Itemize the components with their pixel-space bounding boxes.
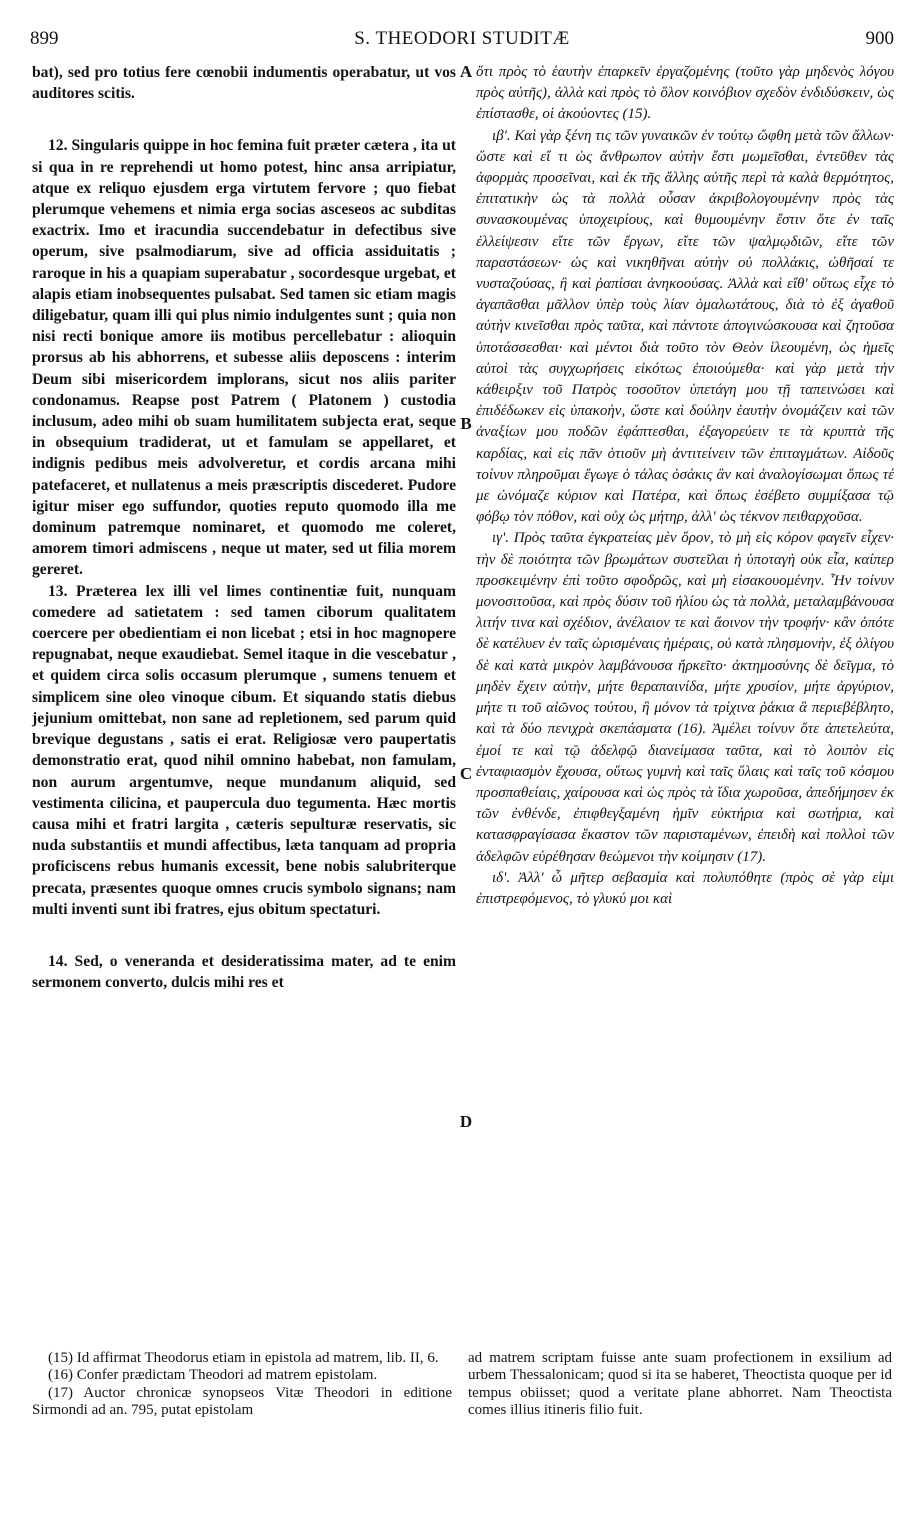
greek-paragraph-continuation: ὅτι πρὸς τὸ ἑαυτὴν ἐπαρκεῖν ἐργαζομένης (τοῦτο γὰρ μηδενὸς λόγου πρὸς αὐτῆς), ἀλλὰ καὶ πρὸς τὸ ὅλον κοινόβιον σχεδὸν ἐνδιδύσκειν, ὡς ἐπίστασθε, οἱ ἀκούοντες (15). [476, 64, 894, 123]
latin-paragraph-12: 12. Singularis quippe in hoc femina fuit præter cætera , ita ut si qua in re reprehendi ut homo potest, hinc ansa arripiatur, atque ex reliquo ejusdem erga virtutem fervore ; quo fiebat plerumque vehemens et nimia erga socias asceseos ac subditas exactrix. Imo et iracundia succendebatur in defectibus sive operum, sive psalmodiarum, sive ad officia assiduitatis ; raroque in his a quapiam superabatur , socordesque urgebat, et alapis etiam inobsequentes pulsabat. Sed tamen sic etiam magis diligebatur, quam illi qui plus nimio indulgentes sunt ; quia non nisi recti bonique amore iis motibus percellebatur : alioquin prorsus ab his abhorrens, et subesse aliis deposcens : interim Deum sibi misericordem implorans, sicut nos aliis pariter condonamus. Reapse post Patrem ( Platonem ) custodia inclusum, adeo mihi ob suam humilitatem subjecta erat, seque in obsequium tradiderat, ut et famulam se appellaret, et indignis pedibus meis advolveretur, et cordis arcana mihi patefaceret, et nullatenus a meis præscriptis discederet. Pudore igitur miser ego suffundor, quoties reputo quomodo illa me dominum patremque nominaret, et quomodo me coleret, amorem timori admiscens , neque ut mater, sed ut filia morem gereret. [32, 137, 456, 579]
footnote-16: (16) Confer prædictam Theodori ad matrem epistolam. [48, 1367, 378, 1384]
greek-paragraph-12: ιβʹ. Καὶ γὰρ ξένη τις τῶν γυναικῶν ἐν τούτῳ ὤφθη μετὰ τῶν ἄλλων· ὥστε καὶ εἴ τι ὡς ἄνθρωπον αὐτὴν ἔστι μωμεῖσθαι, ἐντεῦθεν τὰς ἀφορμὰς προσεῖναι, καὶ ἐκ τῆς ἄλλης αὐτῆς περὶ τὰ καλὰ θερμότητος, ἐπιτατικὴν ὡς τὰ πολλὰ οὖσαν ἀκριβολογουμένην πρὸς τὰς συνασκουμένας ὑποχειρίους, καὶ θυμουμένην ἔστιν ὅτε ἐν ταῖς ἐλλείψεσιν εἴτε τῶν ἔργων, εἴτε τῶν ψαλμῳδιῶν, εἴτε τῶν παραστάσεων· ὡς καὶ νικηθῆναι αὐτὴν οὐ πολλάκις, ὠθῆσαί τε νυσταζούσας, ἢ καὶ ῥαπίσαι ἀνηκοούσας. Ἀλλὰ καὶ εἴθ' οὕτως εἶχε τὸ ἀγαπᾶσθαι μᾶλλον ὑπὲρ τοὺς λίαν ὁμαλωτάτους, διὰ τὸ ἐξ ἀγαθοῦ αὐτὴν κινεῖσθαι πρὸς ταῦτα, καὶ πάντοτε ἀπογινώσκουσα καὶ ζητοῦσα ὑποτάσσεσθαι· καὶ μέντοι διὰ τοῦτο τὸν Θεὸν ἱλεουμένη, ὡς ἡμεῖς αὐτοὶ τὰς συγχωρήσεις εἰκότως ἐποιούμεθα· καὶ γὰρ μετὰ τὴν κάθειρξιν τοῦ Πατρὸς τοσοῦτον ὑπετάγη μου τῇ ταπεινώσει καὶ ἐπιδέδωκεν εἰς ὑπακοὴν, ὥστε καὶ δούλην ἑαυτὴν ὀνομάζειν καὶ τῶν ἀναξίων μου ποδῶν ἐφάπτεσθαι, ἐξαγορεύειν τε τὰ κρυπτὰ τῆς καρδίας, καὶ εἰς πᾶν ὁτιοῦν μὴ ἀντιτείνειν τῶν ἐπιταγμάτων. Αἰδοῦς τοίνυν πληροῦμαι ἔγωγε ὁ τάλας ὁσάκις ἂν καὶ ἀναλογίσωμαι ὅπως τέ με ὠνόμαζε κύριον καὶ Πατέρα, καὶ ὅπως ἐσέβετο συμμίξασα τῷ φόβῳ τὸν πόθον, καὶ οὐχ ὡς μήτηρ, ἀλλ' ὡς τέκνον πειθαρχοῦσα. [476, 127, 894, 526]
section-marker-c: C [459, 764, 473, 783]
paragraph-gap [32, 104, 456, 135]
footnotes-right [468, 1350, 892, 1420]
footnote-17: (17) Auctor chronicæ synopseos Vitæ Theodori in editione Sirmondi ad an. 795, putat epistolam [32, 1384, 452, 1419]
paragraph-gap [32, 920, 456, 951]
latin-column [32, 62, 456, 993]
footnotes-left [32, 1350, 452, 1420]
latin-paragraph-13: 13. Præterea lex illi vel limes continentiæ fuit, nunquam comedere ad satietatem : sed tamen ciborum qualitatem coercere per obedientiam ei non licebat ; etsi in hoc magnopere repugnabat, neque exaudiebat. Semel itaque in die vescebatur , et quidem circa solis occasum plerumque , sumens tenuem et simplicem sine oleo vinoque cibum. Et siquando statis diebus jejunium omittebat, non sane ad repletionem, sed parum quid brevique degustans , satis ei erat. Religiosæ vero paupertatis demonstratio erat, quod nihil omnino habebat, non famulam, non aurum argentumve, neque mundanum aliquid, sed vestimenta cilicina, et paupercula duo tegumenta. Hæc mortis causa mihi et fratri largita , cæteris sepulturæ reservatis, sic nuda substantiis et mundi affectibus, læta tanquam ad propria proficiscens rebus humanis excessit, bene nobis salubriterque precata, præsentes quoque omnes crucis symbolo signans; nam multi inventi sunt ibi fratres, ejus obitum spectaturi. [32, 582, 456, 918]
section-marker-a: A [459, 62, 473, 81]
latin-paragraph-continuation: bat), sed pro totius fere cœnobii indumentis operabatur, ut vos auditores scitis. [32, 64, 456, 103]
footnote-15: (15) Id affirmat Theodorus etiam in epistola ad matrem, lib. II, 6. [48, 1350, 439, 1366]
left-page-number: 899 [30, 28, 59, 49]
greek-column [476, 62, 894, 910]
right-page-number: 900 [865, 28, 894, 49]
section-marker-b: B [460, 414, 472, 433]
running-header [30, 28, 894, 54]
running-title: S. THEODORI STUDITÆ [354, 28, 570, 49]
section-marker-d: D [459, 1112, 473, 1131]
latin-paragraph-14: 14. Sed, o veneranda et desideratissima mater, ad te enim sermonem converto, dulcis mihi res et [32, 952, 456, 992]
greek-paragraph-13: ιγʹ. Πρὸς ταῦτα ἐγκρατείας μὲν ὅρον, τὸ μὴ εἰς κόρον φαγεῖν εἶχεν· τὴν δὲ ποιότητα τῶν βρωμάτων συστεῖλαι ἡ ὑποταγὴ οὐκ εἶα, καίπερ προσκειμένην ἐπὶ τοῦτο σφοδρῶς, καὶ μὴ εἰσακουομένην. Ἦν τοίνυν μονοσιτοῦσα, καὶ πρὸς δύσιν τοῦ ἡλίου ὡς τὰ πολλὰ, μεταλαμβάνουσα λιτήν τινα καὶ σχέδιον, ἀνέλαιον τε καὶ ἄοινον τὴν τροφήν· κἂν ὁπότε δὲ κατέλυεν ἐν ταῖς ὡρισμέναις ἡμέραις, οὐ κατὰ πλησμονὴν, ἐξ ὀλίγου δὲ καὶ κατὰ μικρὸν λαμβάνουσα ἤρκεῖτο· ἀκτημοσύνης δὲ δεῖγμα, τὸ μηδὲν ἔχειν αὐτὴν, μήτε θεραπαινίδα, μήτε χρυσίον, μήτε ἀργύριον, μήτε τι τοῦ αἰῶνος τούτου, ἢ μόνον τὰ τρίχινα ῥάκια ἃ περιεβέβλητο, καὶ τὰ δύο πενιχρὰ σκεπάσματα (16). Ἀμέλει τοίνυν ὅτε ἀπετελεύτα, ἐμοί τε καὶ τῷ ἀδελφῷ διανείμασα ταῦτα, καὶ τὸ λοιπὸν εἰς ἐνταφιασμὸν ἔχουσα, οὕτως γυμνὴ καὶ ταῖς ὕλαις καὶ ταῖς τοῦ κόσμου προσπαθείαις, χαίρουσα καὶ ὡς πρὸς τὰ ἴδια χωροῦσα, ἀπεδήμησεν ἐκ τῶν ἐνθένδε, ἐπιφθεγξαμένη ἡμῖν εὐκτήρια καὶ σωτήρια, καὶ κατασφραγίσασα ἕκαστον τῶν παρισταμένων, ἐπειδὴ καὶ πολλοὶ τῶν ἀδελφῶν εὑρέθησαν θεώμενοι τὴν κοίμησιν (17). [476, 530, 894, 865]
greek-paragraph-14: ιδʹ. Ἀλλ' ὦ μῆτερ σεβασμία καὶ πολυπόθητε (πρὸς σὲ γὰρ εἰμι ἐπιστρεφόμενος, τὸ γλυκύ μοι καὶ [476, 869, 894, 907]
footnote-17-continued: ad matrem scriptam fuisse ante suam profectionem in exsilium ad urbem Thessalonicam; quod si ita se haberet, Theoctista quoque per id tempus obiisset; quod a veritate plane abhorret. Nam Theoctista comes illius itineris filio fuit. [468, 1350, 892, 1419]
section-markers [456, 62, 476, 1462]
